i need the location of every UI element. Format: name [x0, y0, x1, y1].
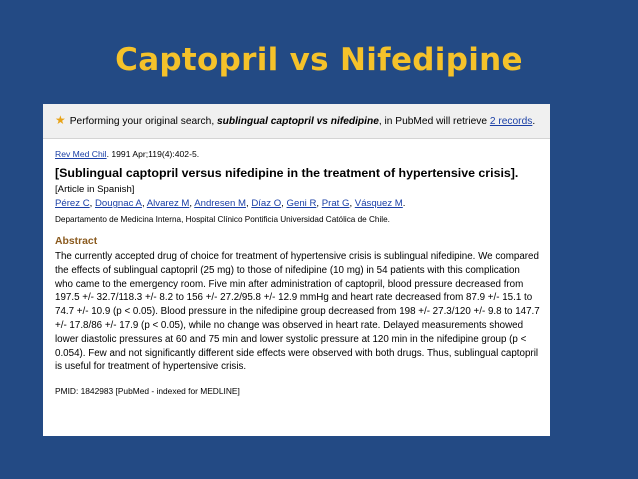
journal-link[interactable]: Rev Med Chil: [55, 149, 107, 159]
banner-suffix: .: [532, 116, 536, 127]
records-link[interactable]: 2 records: [489, 116, 533, 127]
banner-query: sublingual captopril vs nifedipine: [216, 116, 379, 127]
pubmed-screenshot: [43, 104, 550, 436]
author-link[interactable]: Geni R: [286, 198, 317, 209]
banner-middle: , in PubMed will retrieve: [378, 116, 490, 127]
pmid-line: PMID: 1842983 [PubMed - indexed for MEDLINE]: [55, 386, 240, 397]
author-link[interactable]: Vásquez M: [354, 198, 403, 209]
affiliation: Departamento de Medicina Interna, Hospital Clínico Pontificia Universidad Católica de Chile.: [55, 215, 390, 224]
abstract-text: The currently accepted drug of choice for treatment of hypertensive crisis is sublingual nifedipine. We compared the effects of sublingual captopril (25 mg) to those of nifedipine (10 mg) in 54 patients with this complication who came to the emergency room. Five min after administration of captopril, blood pressure decreased from 197.5 +/- 32.7/118.3 +/- 8.2 to 156 +/- 27.2/95.8 +/- 12.9 mmHg and heart rate decreased from 87.9 +/- 15.1 to 74.7 +/- 10.9 (p < 0.05). Blood pressure in the nifedipine group decreased from 198 +/- 27.3/120 +/- 9.8 to 147.7 +/- 17.8/86 +/- 17.9 (p < 0.05), while no change was observed in heart rate. Delayed measurements showed lower diastolic pressures at 60 and 75 min and lower systolic pressure at 120 min in the nifedipine group (p < 0.054). Few and not significantly different side effects were observed with both drugs. Thus, sublingual captopril is useful for treatment of hypertensive crisis.: [55, 251, 540, 373]
author-link[interactable]: Alvarez M: [146, 198, 190, 209]
author-link[interactable]: Andresen M: [194, 198, 246, 209]
author-link[interactable]: Díaz O: [251, 198, 282, 209]
author-list: Pérez C, Dougnac A, Alvarez M, Andresen M, Díaz O, Geni R, Prat G, Vásquez M.: [55, 198, 406, 209]
banner-prefix: Performing your original search,: [69, 116, 217, 127]
slide-title: Captopril vs Nifedipine: [115, 42, 523, 78]
author-link[interactable]: Pérez C: [55, 198, 90, 209]
citation-details: . 1991 Apr;119(4):402-5.: [106, 149, 200, 159]
search-banner: [43, 104, 550, 139]
article-title: [Sublingual captopril versus nifedipine in the treatment of hypertensive crisis].: [55, 166, 519, 180]
language-note: [Article in Spanish]: [55, 184, 135, 195]
author-link[interactable]: Prat G: [321, 198, 350, 209]
abstract-heading: Abstract: [55, 236, 98, 247]
author-link[interactable]: Dougnac A: [95, 198, 142, 209]
citation: [55, 147, 540, 161]
star-icon: ★: [55, 113, 66, 127]
